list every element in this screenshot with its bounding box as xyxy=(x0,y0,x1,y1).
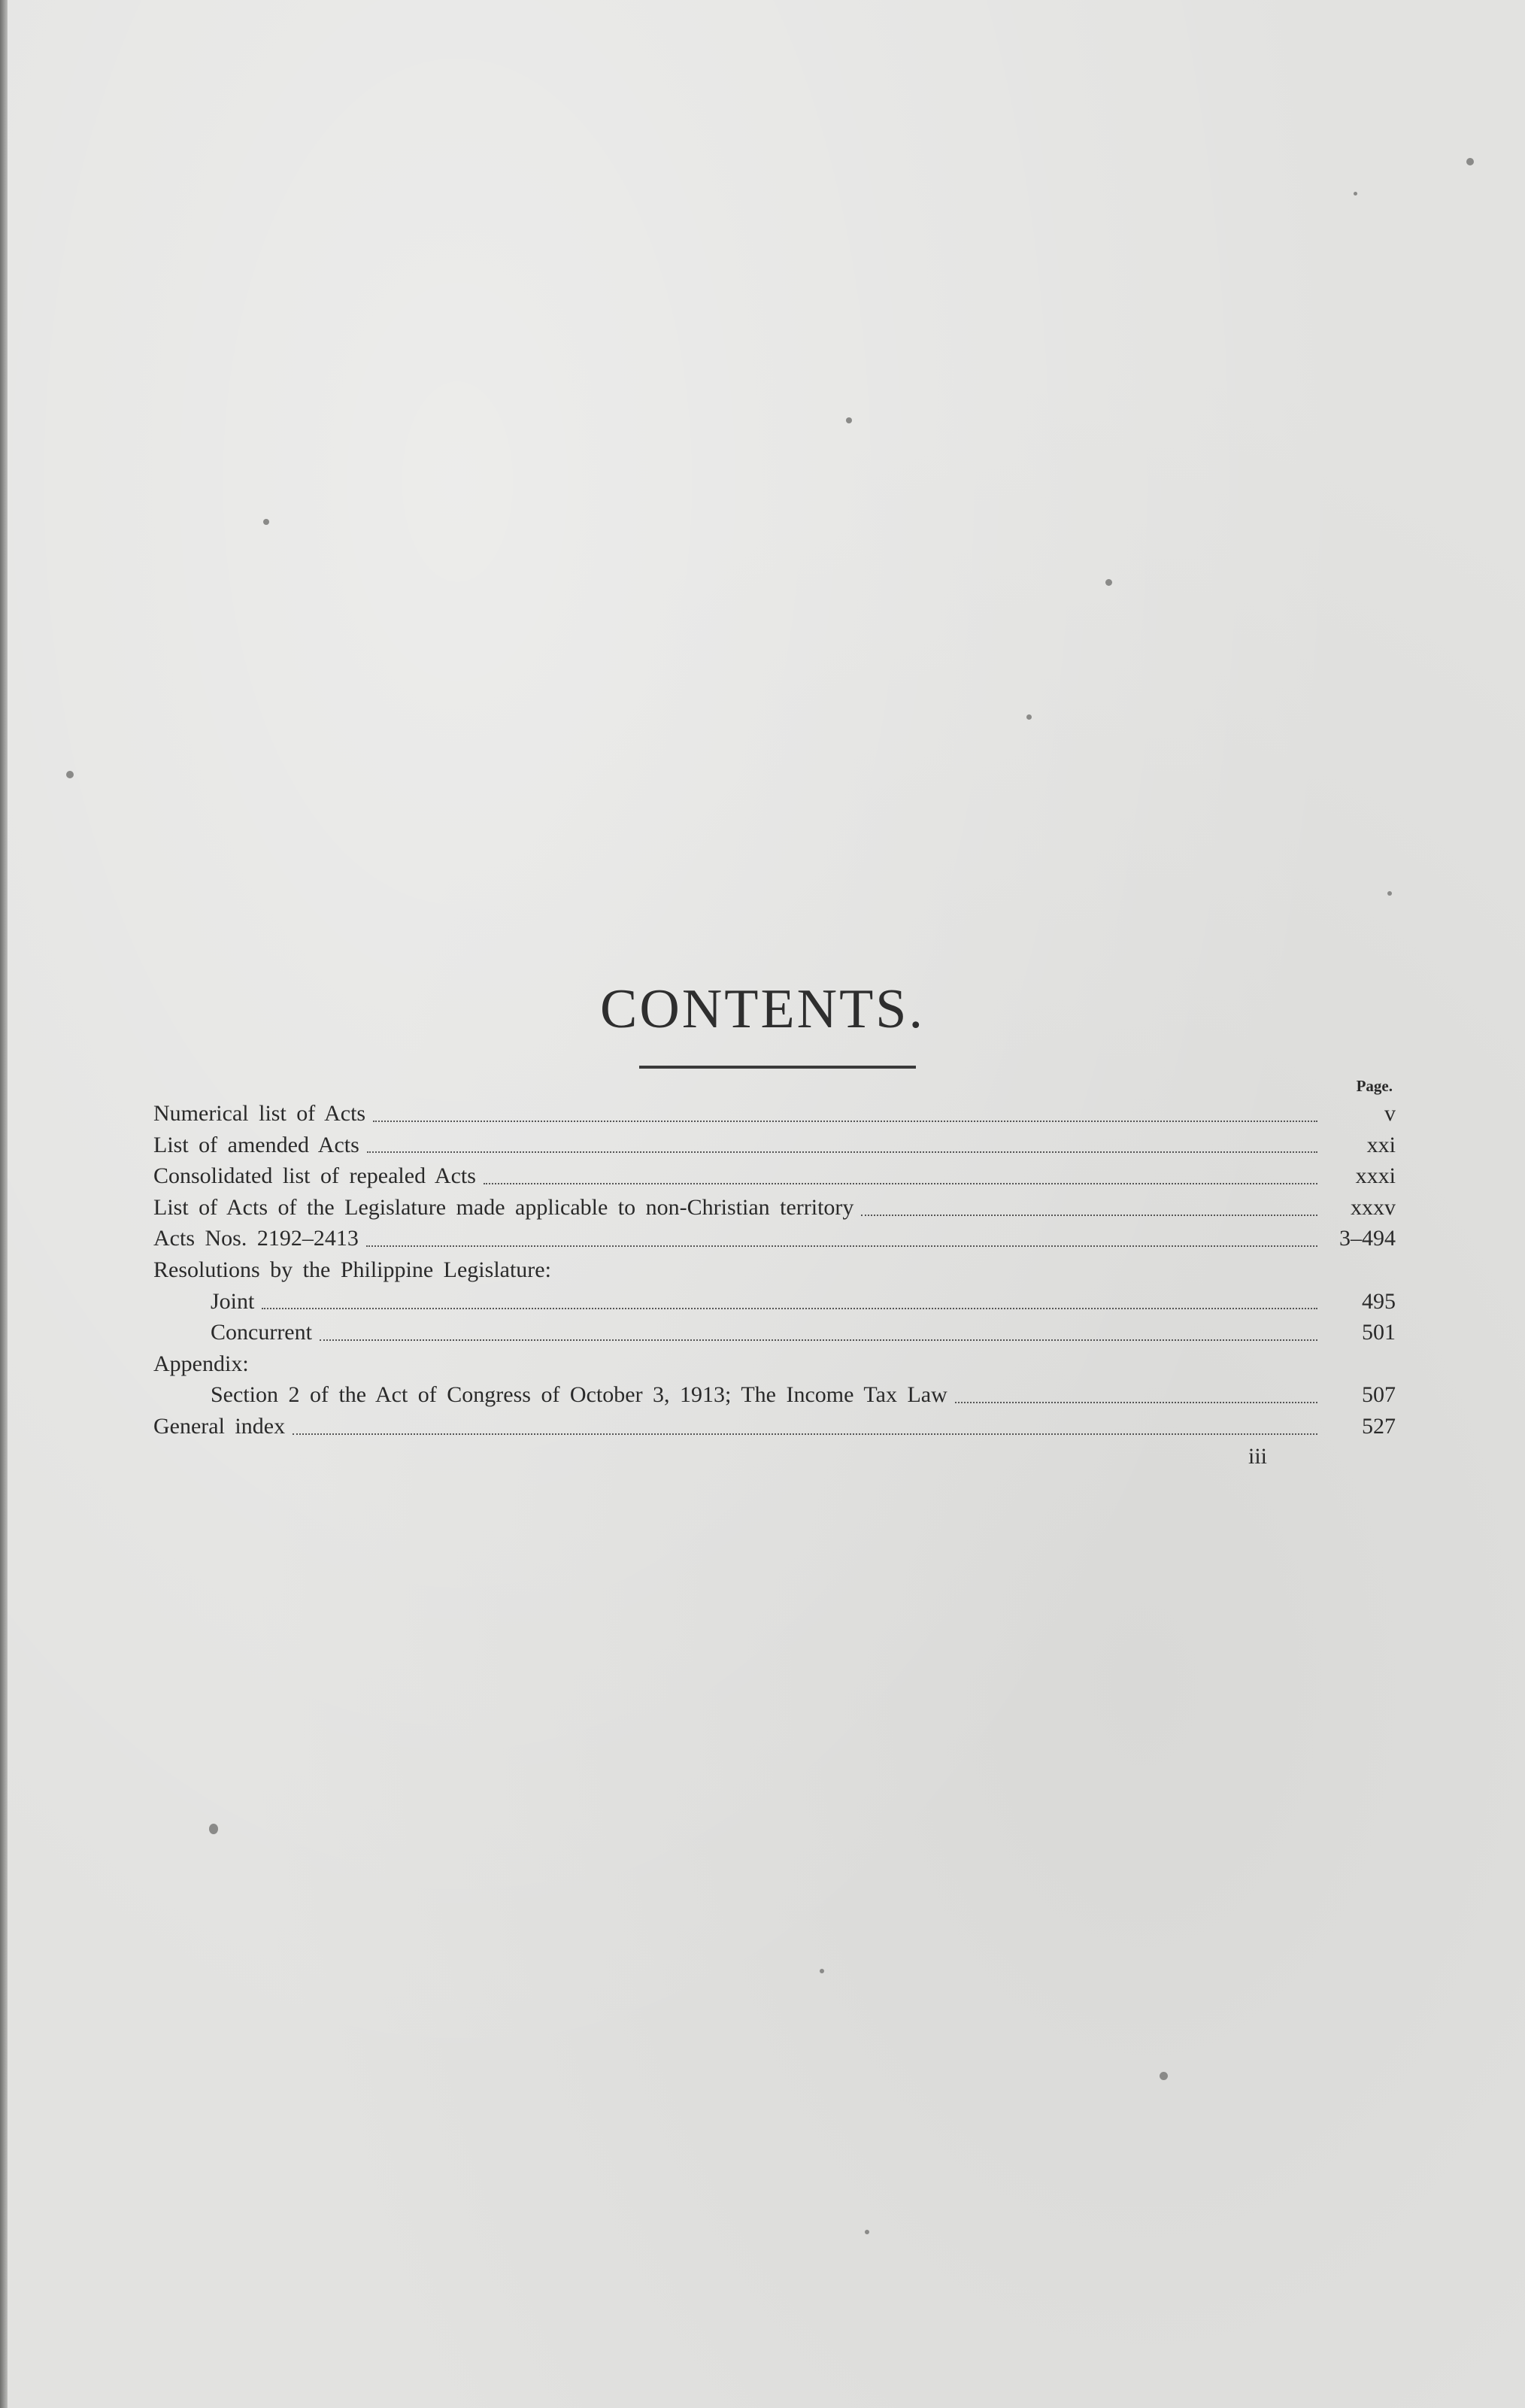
toc-entry-page: 527 xyxy=(1362,1413,1396,1439)
paper-speck xyxy=(1466,158,1474,165)
book-spine-edge xyxy=(0,0,8,2408)
toc-entry-label: Numerical list of Acts xyxy=(153,1101,366,1126)
paper-speck xyxy=(1387,891,1392,896)
toc-entry-label: Joint xyxy=(211,1288,255,1314)
toc-entry-page: xxxi xyxy=(1355,1163,1396,1189)
dot-leader xyxy=(293,1433,1317,1435)
toc-entry-page: 3–494 xyxy=(1339,1226,1396,1251)
toc-entry-label: Resolutions by the Philippine Legislature: xyxy=(153,1257,551,1282)
page-column-header: Page. xyxy=(1356,1077,1393,1095)
paper-speck xyxy=(1105,579,1112,586)
dot-leader xyxy=(373,1121,1317,1122)
toc-entry xyxy=(153,1411,1396,1442)
toc-entry-label: Appendix: xyxy=(153,1351,249,1376)
paper-speck xyxy=(865,2230,869,2234)
toc-entry xyxy=(153,1160,1396,1192)
toc-section-heading xyxy=(153,1348,1396,1380)
dot-leader xyxy=(367,1151,1317,1153)
toc-entry xyxy=(153,1098,1396,1130)
toc-entry-label: List of amended Acts xyxy=(153,1132,359,1157)
paper-speck xyxy=(66,771,74,778)
toc-entry-page: 495 xyxy=(1362,1288,1396,1314)
toc-entry-page: v xyxy=(1384,1101,1396,1126)
toc-entry-page: xxi xyxy=(1366,1132,1396,1157)
toc-entry-label: General index xyxy=(153,1413,286,1439)
toc-entry xyxy=(153,1286,1396,1318)
paper-speck xyxy=(846,417,852,423)
dot-leader xyxy=(484,1183,1317,1184)
dot-leader xyxy=(861,1215,1317,1216)
paper-speck xyxy=(1160,2072,1168,2080)
dot-leader xyxy=(366,1245,1317,1247)
paper-speck xyxy=(1354,192,1357,196)
dot-leader xyxy=(262,1308,1317,1309)
toc-entry-label: Consolidated list of repealed Acts xyxy=(153,1163,476,1189)
toc-entry xyxy=(153,1379,1396,1411)
dot-leader xyxy=(320,1339,1317,1341)
toc-entry-page: 501 xyxy=(1362,1320,1396,1345)
table-of-contents xyxy=(153,1074,1396,1442)
toc-entry-page: 507 xyxy=(1362,1382,1396,1408)
toc-entry xyxy=(153,1130,1396,1161)
toc-entry-page: xxxv xyxy=(1351,1194,1396,1220)
title-underline xyxy=(639,1066,916,1069)
paper-speck xyxy=(1026,714,1032,720)
toc-entry-label: Concurrent xyxy=(211,1320,312,1345)
toc-entry-label: List of Acts of the Legislature made applicable to non-Christian territory xyxy=(153,1194,854,1220)
page-folio-number: iii xyxy=(1248,1444,1268,1469)
toc-entry-label: Section 2 of the Act of Congress of October 3, 1913; The Income Tax Law xyxy=(211,1382,947,1408)
toc-entry xyxy=(153,1223,1396,1254)
page-title: CONTENTS. xyxy=(600,978,925,1040)
paper-speck xyxy=(263,519,269,525)
toc-entry-label: Acts Nos. 2192–2413 xyxy=(153,1226,359,1251)
toc-section-heading xyxy=(153,1254,1396,1286)
toc-entry xyxy=(153,1192,1396,1224)
dot-leader xyxy=(955,1402,1317,1403)
paper-speck xyxy=(820,1969,824,1973)
paper-speck xyxy=(209,1824,218,1834)
toc-entry xyxy=(153,1317,1396,1348)
